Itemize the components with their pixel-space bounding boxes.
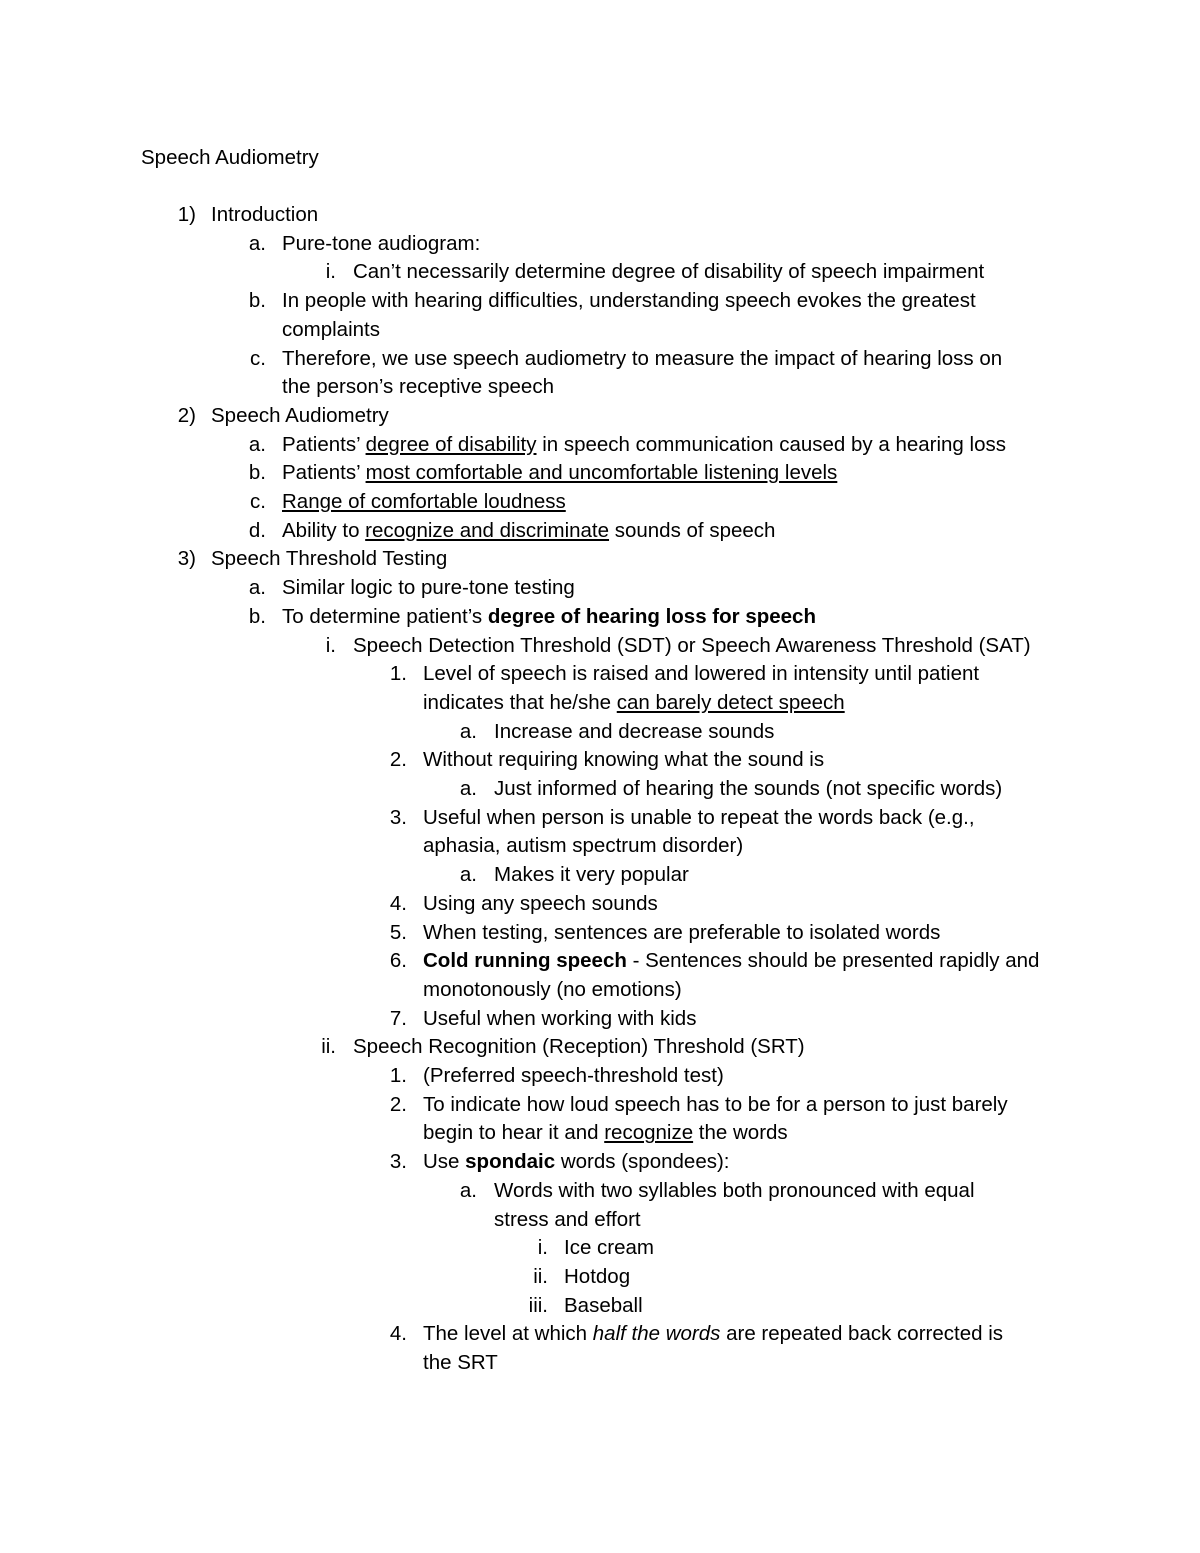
list-item-continuation: [367, 688, 845, 717]
list-marker: 7.: [389, 1006, 407, 1030]
list-item-text: [282, 487, 566, 516]
list-marker: 1.: [389, 1064, 407, 1087]
text-run: - Sentences should be presented rapidly and: [626, 949, 1040, 973]
text-run: Speech Detection Threshold (SDT) or Speech Awareness Threshold (SAT): [353, 633, 1031, 657]
list-item: [437, 1176, 975, 1205]
text-run: When testing, sentences are preferable to isolated words: [423, 920, 941, 944]
list-item-text: [353, 1032, 805, 1061]
list-item-text: [423, 1348, 498, 1377]
list-marker: 4.: [389, 1322, 407, 1346]
list-item-text: [423, 831, 743, 860]
text-run: Useful when person is unable to repeat the words back (e.g.,: [423, 805, 975, 829]
bold-text: degree of hearing loss for speech: [487, 604, 816, 628]
text-run: Using any speech sounds: [423, 891, 658, 915]
list-item: [226, 602, 816, 631]
list-item: [226, 286, 976, 315]
list-item: [226, 458, 837, 487]
list-item-continuation: [367, 975, 682, 1004]
list-item-text: [211, 401, 389, 430]
list-item-text: [282, 458, 837, 487]
underlined-text: recognize: [604, 1121, 694, 1145]
list-item-text: [282, 602, 816, 631]
list-marker: i.: [325, 260, 336, 284]
underlined-text: most comfortable and uncomfortable listening levels: [365, 461, 838, 485]
text-run: Speech Recognition (Reception) Threshold (SRT): [353, 1035, 805, 1059]
list-marker: c.: [250, 490, 266, 513]
list-item-text: [423, 1147, 730, 1176]
list-item-text: [494, 860, 689, 889]
underlined-text: Range of comfortable loudness: [282, 490, 566, 513]
list-item-text: [353, 257, 984, 286]
text-run: To determine patient’s: [282, 604, 488, 628]
text-run: The level at which: [423, 1322, 593, 1346]
list-item-text: [423, 946, 1039, 975]
list-item: [367, 1004, 696, 1033]
list-item-text: [282, 516, 775, 545]
underlined-text: recognize and discriminate: [365, 518, 610, 542]
list-item: [367, 1319, 1003, 1348]
text-run: words (spondees):: [555, 1150, 730, 1174]
text-run: Patients’: [282, 432, 366, 456]
list-marker: b.: [248, 289, 266, 313]
list-item-text: [353, 631, 1031, 660]
list-marker: a.: [248, 231, 266, 255]
list-marker: 1): [177, 203, 196, 226]
list-item: [226, 487, 566, 516]
list-item: [156, 544, 447, 573]
list-item-text: [423, 975, 682, 1004]
text-run: To indicate how loud speech has to be for a person to just barely: [423, 1092, 1008, 1116]
text-run: stress and effort: [494, 1207, 641, 1231]
list-item-continuation: [437, 1205, 641, 1234]
list-item-text: [564, 1262, 630, 1291]
list-item: [226, 516, 775, 545]
text-run: Patients’: [282, 461, 366, 485]
text-run: Therefore, we use speech audiometry to measure the impact of hearing loss on: [282, 346, 1003, 370]
list-marker: a.: [248, 576, 266, 600]
list-marker: d.: [248, 518, 266, 542]
text-run: Ability to: [282, 518, 366, 542]
list-item-text: [494, 717, 774, 746]
text-run: Level of speech is raised and lowered in intensity until patient: [423, 662, 980, 686]
list-item-text: [423, 1004, 696, 1033]
list-item-text: [282, 344, 1002, 373]
list-item: [367, 1147, 730, 1176]
list-item-text: [494, 1176, 975, 1205]
text-run: Just informed of hearing the sounds (not specific words): [494, 777, 1003, 800]
text-run: Speech Threshold Testing: [211, 547, 448, 571]
list-item-text: [423, 1090, 1008, 1119]
list-item-continuation: [226, 315, 380, 344]
bold-text: spondaic: [465, 1150, 556, 1174]
list-item: [508, 1262, 630, 1291]
list-item: [367, 889, 658, 918]
list-item: [226, 229, 480, 258]
text-run: Speech Audiometry: [211, 403, 389, 427]
text-run: Makes it very popular: [494, 863, 689, 887]
document-title: Speech Audiometry: [141, 146, 319, 169]
list-marker: c.: [250, 346, 266, 370]
list-marker: b.: [248, 604, 266, 628]
list-item-text: [282, 315, 380, 344]
text-run: monotonously (no emotions): [423, 977, 682, 1001]
list-item-text: [423, 803, 975, 832]
list-marker: i.: [537, 1236, 548, 1260]
text-run: (Preferred speech-threshold test): [423, 1064, 724, 1087]
text-run: Baseball: [564, 1293, 643, 1317]
list-item-text: [282, 372, 554, 401]
list-item-text: [282, 573, 575, 602]
list-item-text: [282, 286, 976, 315]
list-marker: 2): [177, 403, 196, 427]
list-item: [367, 946, 1039, 975]
text-run: Similar logic to pure-tone testing: [282, 576, 575, 600]
list-item: [226, 344, 1002, 373]
list-marker: 2.: [389, 748, 407, 772]
text-run: Hotdog: [564, 1264, 631, 1288]
list-item-text: [494, 1205, 641, 1234]
text-run: Without requiring knowing what the sound is: [423, 748, 825, 772]
list-item-text: [494, 774, 1002, 803]
text-run: complaints: [282, 317, 380, 341]
list-item: [367, 803, 975, 832]
text-run: are repeated back corrected is: [720, 1322, 1004, 1346]
text-run: indicates that he/she: [423, 690, 617, 714]
list-item: [367, 1061, 724, 1090]
list-item: [156, 200, 318, 229]
list-item: [296, 257, 984, 286]
list-item: [226, 430, 1006, 459]
underlined-text: can barely detect speech: [616, 690, 845, 714]
list-item: [508, 1291, 643, 1320]
list-item-text: [423, 688, 845, 717]
list-marker: b.: [248, 461, 266, 485]
list-marker: ii.: [533, 1264, 548, 1288]
list-item-text: [211, 544, 447, 573]
list-item-continuation: [367, 1348, 498, 1377]
list-marker: ii.: [321, 1035, 336, 1059]
text-run: Pure-tone audiogram:: [282, 231, 481, 255]
list-marker: 3): [177, 547, 196, 571]
list-item: [508, 1233, 654, 1262]
list-marker: a.: [248, 432, 266, 456]
list-item-text: [282, 430, 1006, 459]
text-run: the words: [693, 1121, 788, 1145]
list-marker: a.: [459, 1178, 477, 1202]
list-item-text: [282, 229, 480, 258]
list-item-continuation: [367, 831, 743, 860]
list-marker: 5.: [389, 920, 407, 944]
list-marker: a.: [459, 777, 477, 800]
list-marker: 2.: [389, 1092, 407, 1116]
list-marker: 3.: [389, 1150, 407, 1174]
list-item: [367, 918, 940, 947]
list-item-continuation: [367, 1118, 788, 1147]
list-item: [367, 745, 824, 774]
list-item-text: [423, 745, 824, 774]
text-run: the SRT: [423, 1351, 498, 1374]
list-marker: a.: [459, 719, 477, 743]
list-item-continuation: [226, 372, 554, 401]
list-marker: 3.: [389, 805, 407, 829]
list-item: [296, 1032, 805, 1061]
list-item: [296, 631, 1031, 660]
list-item: [367, 1090, 1008, 1119]
underlined-text: degree of disability: [365, 432, 537, 456]
list-item: [367, 659, 979, 688]
list-marker: i.: [325, 633, 336, 657]
list-item-text: [423, 1118, 788, 1147]
list-item-text: [423, 659, 979, 688]
text-run: Introduction: [211, 203, 319, 226]
list-item: [437, 717, 774, 746]
list-marker: 1.: [389, 662, 407, 686]
text-run: the person’s receptive speech: [282, 375, 554, 399]
bold-text: Cold running speech: [423, 949, 627, 973]
list-marker: 6.: [389, 949, 407, 973]
text-run: Increase and decrease sounds: [494, 719, 775, 743]
text-run: Can’t necessarily determine degree of disability of speech impairment: [353, 260, 985, 284]
text-run: sounds of speech: [609, 518, 776, 542]
list-item-text: [564, 1233, 654, 1262]
list-item: [437, 774, 1002, 803]
text-run: Useful when working with kids: [423, 1006, 697, 1030]
list-marker: a.: [459, 863, 477, 887]
text-run: In people with hearing difficulties, understanding speech evokes the greatest: [282, 289, 976, 313]
text-run: Ice cream: [564, 1236, 654, 1260]
italic-text: half the words: [592, 1322, 721, 1346]
list-marker: iii.: [528, 1293, 548, 1317]
text-run: begin to hear it and: [423, 1121, 605, 1145]
list-item: [156, 401, 389, 430]
list-item-text: [211, 200, 318, 229]
text-run: Use: [423, 1150, 466, 1174]
list-item-text: [423, 1061, 724, 1090]
list-item: [226, 573, 575, 602]
text-run: in speech communication caused by a hearing loss: [536, 432, 1006, 456]
list-item: [437, 860, 689, 889]
list-marker: 4.: [389, 891, 407, 915]
list-item-text: [423, 889, 658, 918]
text-run: aphasia, autism spectrum disorder): [423, 834, 744, 858]
text-run: Words with two syllables both pronounced with equal: [494, 1178, 975, 1202]
list-item-text: [423, 918, 940, 947]
list-item-text: [564, 1291, 643, 1320]
list-item-text: [423, 1319, 1003, 1348]
